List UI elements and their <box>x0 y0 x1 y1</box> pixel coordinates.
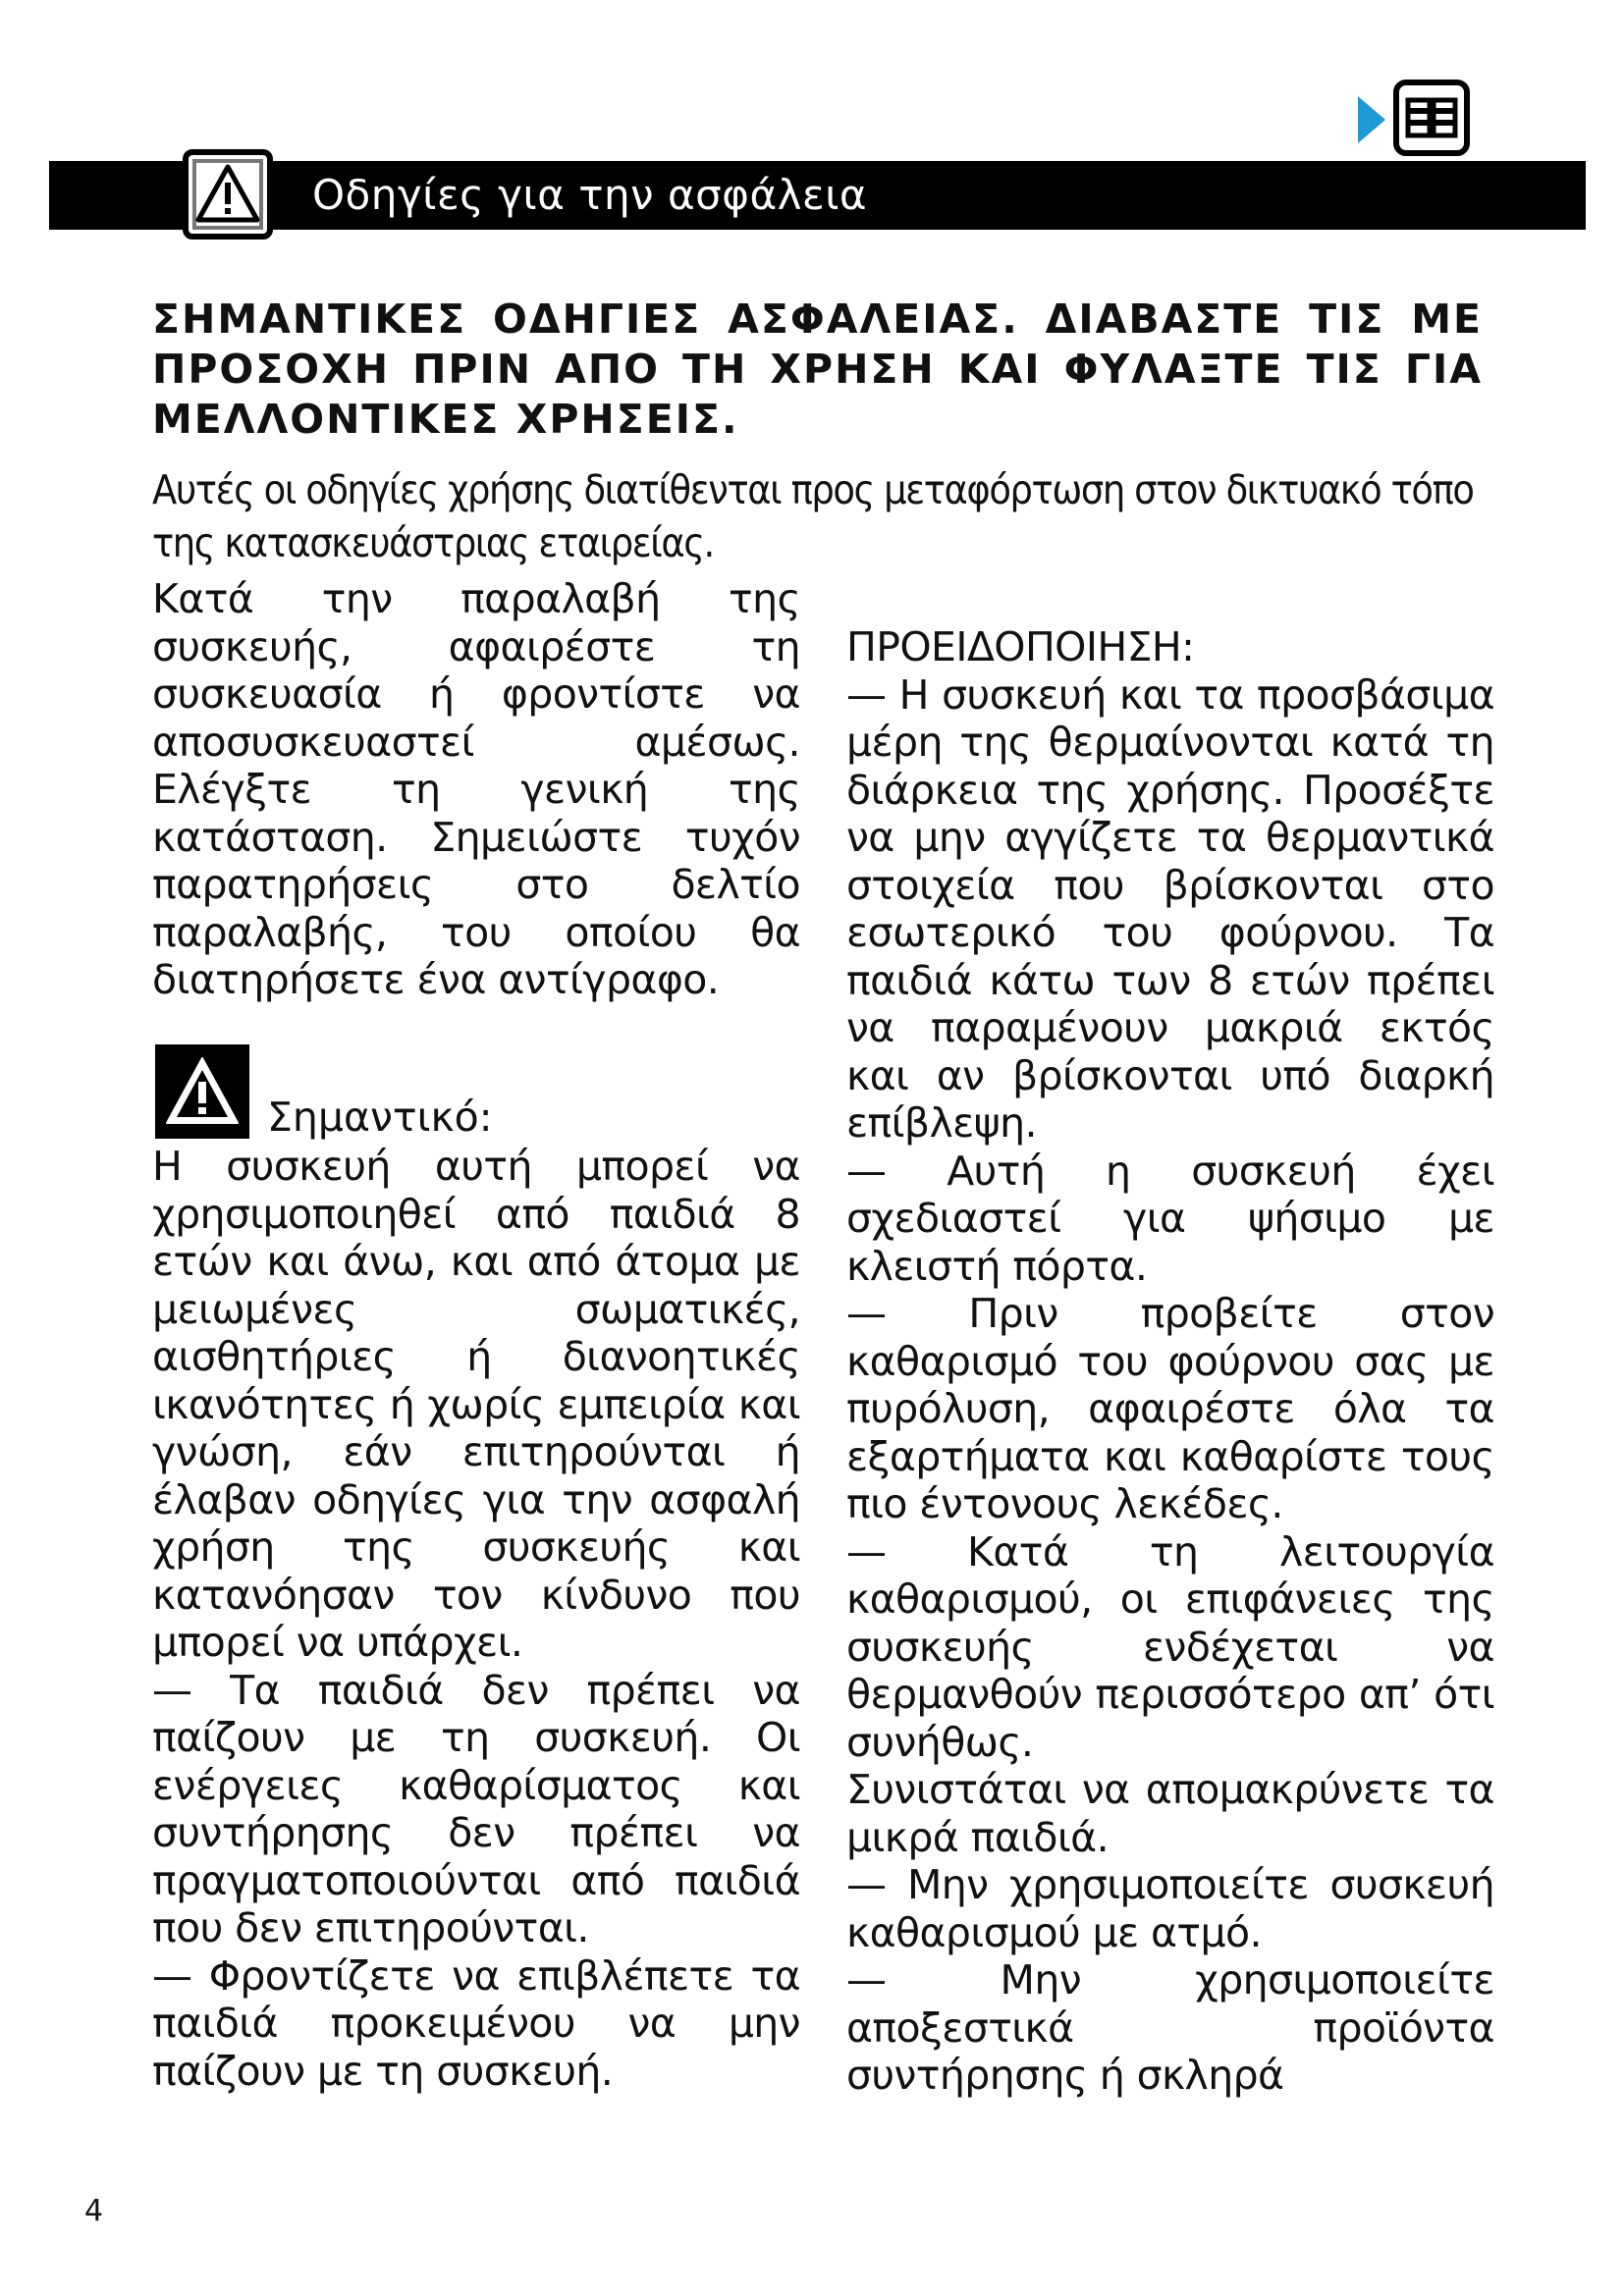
left-paragraph: — Φροντίζετε να επιβλέπετε τα παιδιά προκειμένου να μην παίζουν με τη συσκευή. <box>152 1951 800 2095</box>
warning-triangle-icon <box>183 149 273 240</box>
right-paragraph: — Πριν προβείτε στον καθαρισμό του φούρνου σας με πυρόλυση, αφαιρέστε όλα τα εξαρτήματα και καθαρίστε τους πιο έντονους λεκέδες. <box>846 1290 1494 1527</box>
receive-text: Κατά την παραλαβή της συσκευής, αφαιρέστε τη συσκευασία ή φροντίστε να αποσυσκευαστεί αμέσως. Ελέγξτε τη γενική της κατάσταση. Σημειώστε τυχόν παρατηρήσεις στο δελτίο παραλαβής, του οποίου θα διατηρήσετε ένα αντίγραφο. <box>152 575 800 1003</box>
important-warning-icon <box>155 1044 249 1139</box>
receive-paragraph <box>152 575 800 1004</box>
right-paragraph: — Η συσκευή και τα προσβάσιμα μέρη της θερμαίνονται κατά τη διάρκεια της χρήσης. Προσέξτε να μην αγγίζετε τα θερμαντικά στοιχεία που βρίσκονται στο εσωτερικό του φούρνου. Τα παιδιά κάτω των 8 ετών πρέπει να παραμένουν μακριά εκτός και αν βρίσκονται υπό διαρκή επίβλεψη. <box>846 670 1494 1147</box>
right-paragraph: — Αυτή η συσκευή έχει σχεδιαστεί για ψήσιμο με κλειστή πόρτα. <box>846 1147 1494 1290</box>
warning-label: ΠΡΟΕΙΔΟΠΟΙΗΣΗ: <box>846 623 1195 670</box>
right-paragraph: — Κατά τη λειτουργία καθαρισμού, οι επιφάνειες της συσκευής ενδέχεται να θερμανθούν περισσότερο απ’ ότι συνήθως. <box>846 1527 1494 1766</box>
left-column <box>152 1143 800 2095</box>
right-column <box>846 623 1494 2100</box>
important-label: Σημαντικό: <box>267 1094 493 1141</box>
arrow-right-icon[interactable] <box>1358 96 1385 143</box>
right-paragraph: — Μην χρησιμοποιείτε αποξεστικά προϊόντα συντήρησης ή σκληρά <box>846 1956 1494 2099</box>
right-paragraph: Συνιστάται να απομακρύνετε τα μικρά παιδιά. <box>846 1766 1494 1861</box>
right-paragraph: — Μην χρησιμοποιείτε συσκευή καθαρισμού με ατμό. <box>846 1861 1494 1956</box>
main-heading: ΣΗΜΑΝΤΙΚΕΣ ΟΔΗΓΙΕΣ ΑΣΦΑΛΕΙΑΣ. ΔΙΑΒΑΣΤΕ ΤΙΣ ΜΕ ΠΡΟΣΟΧΗ ΠΡΙΝ ΑΠΟ ΤΗ ΧΡΗΣΗ ΚΑΙ ΦΥΛΑΞΤΕ ΤΙΣ ΓΙΑ ΜΕΛΛΟΝΤΙΚΕΣ ΧΡΗΣΕΙΣ. <box>152 295 1483 443</box>
intro-paragraph: Αυτές οι οδηγίες χρήσης διατίθενται προς μεταφόρτωση στον δικτυακό τόπο της κατασκευάστριας εταιρείας. <box>152 466 1474 566</box>
book-icon[interactable] <box>1392 79 1471 157</box>
left-paragraph: Η συσκευή αυτή μπορεί να χρησιμοποιηθεί από παιδιά 8 ετών και άνω, και από άτομα με μειωμένες σωματικές, αισθητήριες ή διανοητικές ικανότητες ή χωρίς εμπειρία και γνώση, εάν επιτηρούνται ή έλαβαν οδηγίες για την ασφαλή χρήση της συσκευής και κατανόησαν τον κίνδυνο που μπορεί να υπάρχει. <box>152 1143 800 1666</box>
section-title: Οδηγίες για την ασφάλεια <box>312 171 868 219</box>
left-paragraph: — Τα παιδιά δεν πρέπει να παίζουν με τη συσκευή. Οι ενέργειες καθαρίσματος και συντήρησης δεν πρέπει να πραγματοποιούνται από παιδιά που δεν επιτηρούνται. <box>152 1666 800 1951</box>
page-number: 4 <box>84 2194 104 2228</box>
